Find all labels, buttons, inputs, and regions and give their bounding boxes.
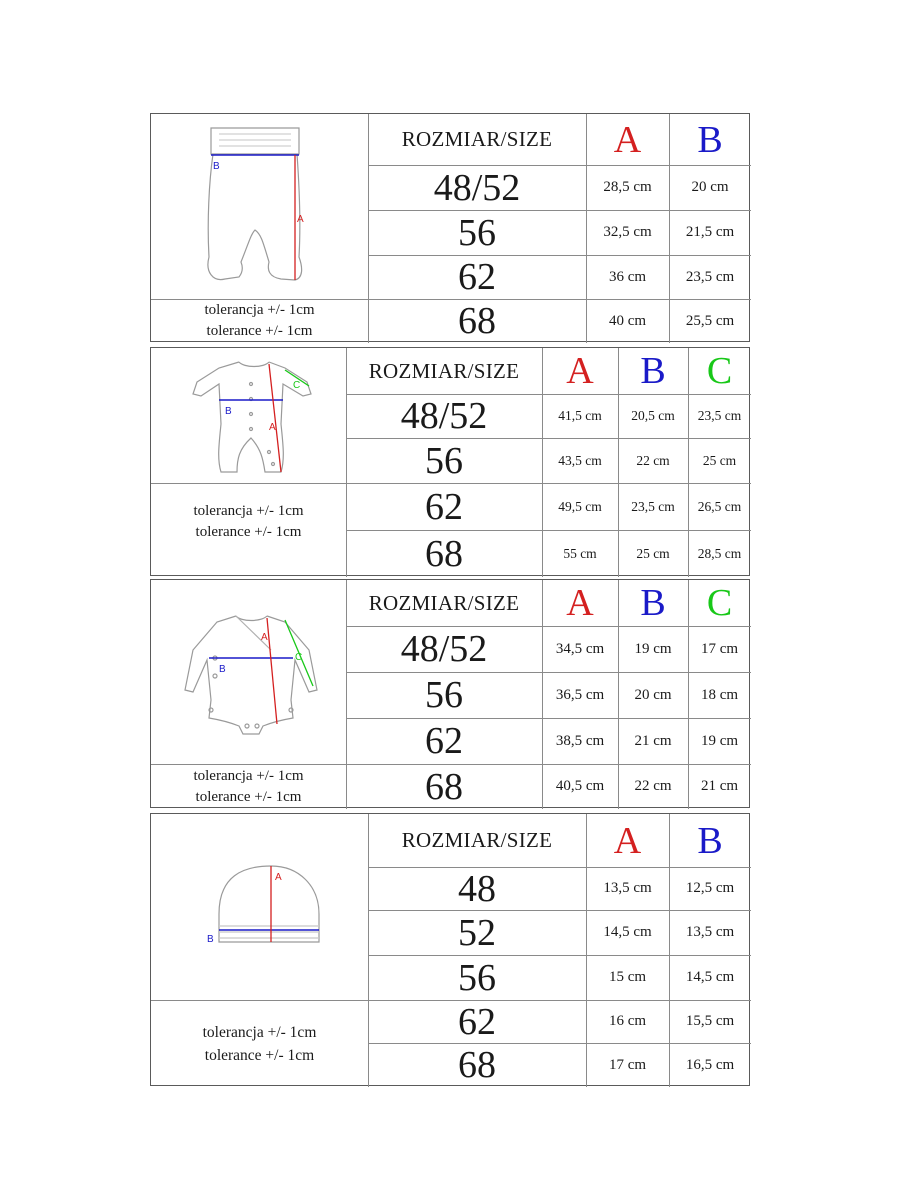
diagram-label-c: C xyxy=(293,380,301,391)
measure-b: 22 cm xyxy=(636,452,670,468)
size-chart-bodysuit xyxy=(150,579,750,808)
size-value: 68 xyxy=(458,1044,496,1086)
size-header: ROZMIAR/SIZE xyxy=(401,127,553,151)
measure-a: 36,5 cm xyxy=(555,686,605,703)
size-value: 62 xyxy=(458,256,496,298)
measure-b: 23,5 cm xyxy=(631,498,675,514)
measure-c: 17 cm xyxy=(700,640,739,657)
diagram-label-a: A xyxy=(297,214,304,225)
measure-b: 20 cm xyxy=(634,686,672,703)
tolerance-note xyxy=(151,299,368,343)
size-value: 48/52 xyxy=(400,628,488,670)
measure-b: 21,5 cm xyxy=(685,224,735,240)
diagram-label-a: A xyxy=(269,422,276,433)
measure-b: 23,5 cm xyxy=(685,268,735,285)
column-a-header: A xyxy=(566,582,594,624)
measure-b: 20 cm xyxy=(691,179,729,195)
measure-a: 34,5 cm xyxy=(555,640,605,657)
measure-b: 25,5 cm xyxy=(685,312,735,329)
size-value: 56 xyxy=(458,211,496,254)
size-header: ROZMIAR/SIZE xyxy=(368,358,520,383)
measure-b: 25 cm xyxy=(636,545,670,561)
tolerance-note xyxy=(151,1000,368,1087)
measure-b: 16,5 cm xyxy=(685,1056,735,1073)
size-value: 68 xyxy=(458,300,496,342)
footed-pants-icon xyxy=(199,122,319,292)
size-value: 48/52 xyxy=(400,395,488,437)
size-value: 52 xyxy=(458,911,496,954)
measure-c: 21 cm xyxy=(700,778,739,794)
size-value: 56 xyxy=(458,956,496,999)
size-value: 62 xyxy=(425,485,463,528)
measure-a: 49,5 cm xyxy=(558,498,602,514)
tolerance-en: tolerance +/- 1cm xyxy=(195,788,302,805)
size-header: ROZMIAR/SIZE xyxy=(401,828,553,852)
size-value: 56 xyxy=(425,674,463,716)
diagram-label-b: B xyxy=(219,664,226,675)
column-b-header: B xyxy=(697,118,723,161)
diagram-label-b: B xyxy=(225,406,232,417)
size-value: 62 xyxy=(425,720,463,762)
tolerance-pl: tolerancja +/- 1cm xyxy=(193,767,304,784)
size-chart-footed-pants xyxy=(150,113,750,342)
measure-b: 15,5 cm xyxy=(685,1013,735,1029)
diagram-label-a: A xyxy=(261,632,268,643)
measure-b: 21 cm xyxy=(634,732,672,749)
size-value: 48/52 xyxy=(433,166,521,209)
romper-icon xyxy=(189,354,319,479)
diagram-label-c: C xyxy=(295,652,303,663)
measure-c: 25 cm xyxy=(702,452,737,468)
column-b-header: B xyxy=(640,582,666,624)
tolerance-pl: tolerancja +/- 1cm xyxy=(204,302,315,318)
size-chart-baby-hat xyxy=(150,813,750,1086)
size-header: ROZMIAR/SIZE xyxy=(368,590,520,615)
column-a-header: A xyxy=(613,118,642,161)
measure-a: 13,5 cm xyxy=(603,880,652,896)
measure-a: 40,5 cm xyxy=(555,778,605,794)
size-value: 56 xyxy=(425,439,463,482)
measure-b: 22 cm xyxy=(634,778,672,794)
measure-c: 23,5 cm xyxy=(697,408,742,423)
column-c-header: C xyxy=(706,350,733,392)
measure-c: 28,5 cm xyxy=(697,545,742,561)
size-chart-romper xyxy=(150,347,750,576)
measure-a: 28,5 cm xyxy=(603,179,652,195)
measure-a: 43,5 cm xyxy=(558,452,602,468)
tolerance-note xyxy=(151,764,346,809)
column-b-header: B xyxy=(640,350,666,392)
size-value: 68 xyxy=(425,765,463,808)
tolerance-pl: tolerancja +/- 1cm xyxy=(193,503,304,519)
tolerance-pl: tolerancja +/- 1cm xyxy=(202,1023,317,1041)
measure-a: 41,5 cm xyxy=(558,408,602,423)
size-value: 62 xyxy=(458,1000,496,1043)
column-a-header: A xyxy=(613,819,642,862)
measure-b: 19 cm xyxy=(634,640,672,657)
measure-a: 38,5 cm xyxy=(555,732,605,749)
measure-a: 16 cm xyxy=(608,1013,647,1029)
measure-a: 17 cm xyxy=(608,1056,647,1073)
tolerance-en: tolerance +/- 1cm xyxy=(195,524,302,540)
column-b-header: B xyxy=(697,819,723,862)
measure-b: 20,5 cm xyxy=(631,408,675,423)
measure-c: 19 cm xyxy=(700,732,739,749)
measure-c: 26,5 cm xyxy=(697,498,742,514)
bodysuit-icon xyxy=(181,610,331,735)
diagram-label-b: B xyxy=(207,934,214,945)
measure-c: 18 cm xyxy=(700,686,739,703)
measure-b: 13,5 cm xyxy=(685,924,735,940)
size-value: 68 xyxy=(425,532,463,575)
diagram-label-a: A xyxy=(275,872,282,883)
baby-hat-icon xyxy=(203,858,323,958)
tolerance-en: tolerance +/- 1cm xyxy=(206,323,313,339)
measure-a: 40 cm xyxy=(608,312,647,329)
diagram-label-b: B xyxy=(213,161,220,172)
measure-a: 14,5 cm xyxy=(603,924,652,940)
tolerance-note xyxy=(151,483,346,577)
column-c-header: C xyxy=(706,582,733,624)
measure-b: 12,5 cm xyxy=(685,880,735,896)
measure-b: 14,5 cm xyxy=(685,969,735,985)
measure-a: 32,5 cm xyxy=(603,224,652,240)
measure-a: 15 cm xyxy=(608,969,647,985)
measure-a: 36 cm xyxy=(608,268,647,285)
measure-a: 55 cm xyxy=(563,545,597,561)
size-value: 48 xyxy=(458,867,496,910)
tolerance-en: tolerance +/- 1cm xyxy=(204,1046,315,1064)
column-a-header: A xyxy=(566,350,594,392)
